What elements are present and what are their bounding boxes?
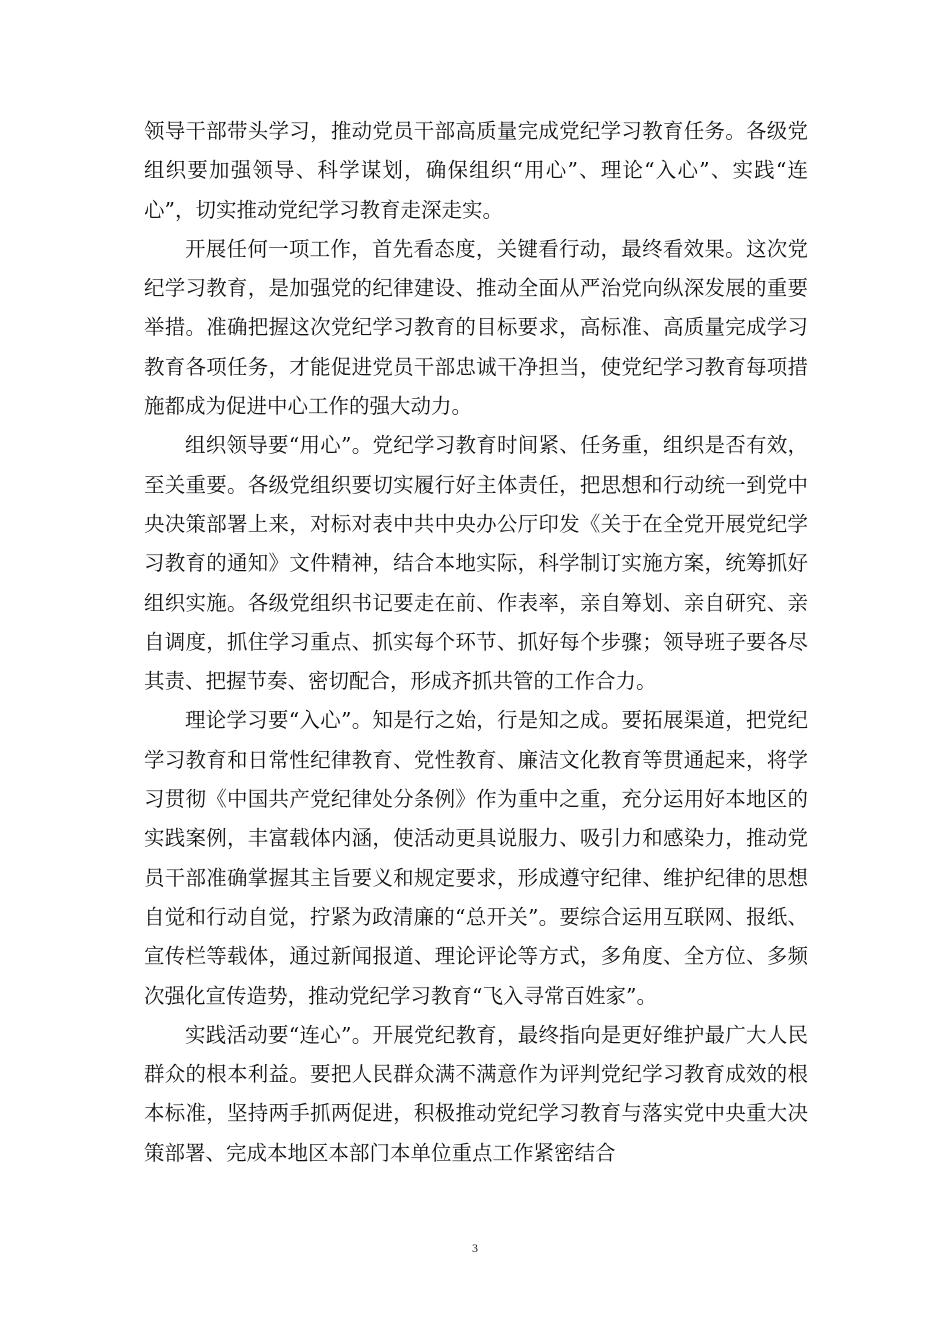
paragraph-theory-study: 理论学习要“入心”。知是行之始，行是知之成。要拓展渠道，把党纪学习教育和日常性纪律教育、党性教育、廉洁文化教育等贯通起来，将学习贯彻《中国共产党纪律处分条例》作为重中之重，充分运用好本地区的实践案例，丰富载体内涵，使活动更具说服力、吸引力和感染力，推动党员干部准确掌握其主旨要义和规定要求，形成遵守纪律、维护纪律的思想自觉和行动自觉，拧紧为政清廉的“总开关”。要综合运用互联网、报纸、宣传栏等载体，通过新闻报道、理论评论等方式，多角度、全方位、多频次强化宣传造势，推动党纪学习教育“飞入寻常百姓家”。	[144, 708, 808, 1008]
paragraph-continuation: 领导干部带头学习，推动党员干部高质量完成党纪学习教育任务。各级党组织要加强领导、科学谋划，确保组织“用心”、理论“入心”、实践“连心”，切实推动党纪学习教育走深走实。	[144, 119, 808, 222]
paragraph-attitude-action: 开展任何一项工作，首先看态度，关键看行动，最终看效果。这次党纪学习教育，是加强党的纪律建设、推动全面从严治党向纵深发展的重要举措。准确把握这次党纪学习教育的目标要求，高标准、高质量完成学习教育各项任务，才能促进党员干部忠诚干净担当，使党纪学习教育每项措施都成为促进中心工作的强大动力。	[144, 236, 808, 419]
page-number: 3	[472, 1241, 478, 1255]
paragraph-organization: 组织领导要“用心”。党纪学习教育时间紧、任务重，组织是否有效，至关重要。各级党组织要切实履行好主体责任，把思想和行动统一到党中央决策部署上来，对标对表中共中央办公厅印发《关于在全党开展党纪学习教育的通知》文件精神，结合本地实际，科学制订实施方案，统筹抓好组织实施。各级党组织书记要走在前、作表率，亲自筹划、亲自研究、亲自调度，抓住学习重点、抓实每个环节、抓好每个步骤；领导班子要各尽其责、把握节奏、密切配合，形成齐抓共管的工作合力。	[144, 433, 808, 694]
paragraph-practice: 实践活动要“连心”。开展党纪教育，最终指向是更好维护最广大人民群众的根本利益。要把人民群众满不满意作为评判党纪学习教育成效的根本标准，坚持两手抓两促进，积极推动党纪学习教育与落实党中央重大决策部署、完成本地区本部门本单位重点工作紧密结合	[144, 1022, 808, 1165]
body-text	[144, 112, 808, 1173]
